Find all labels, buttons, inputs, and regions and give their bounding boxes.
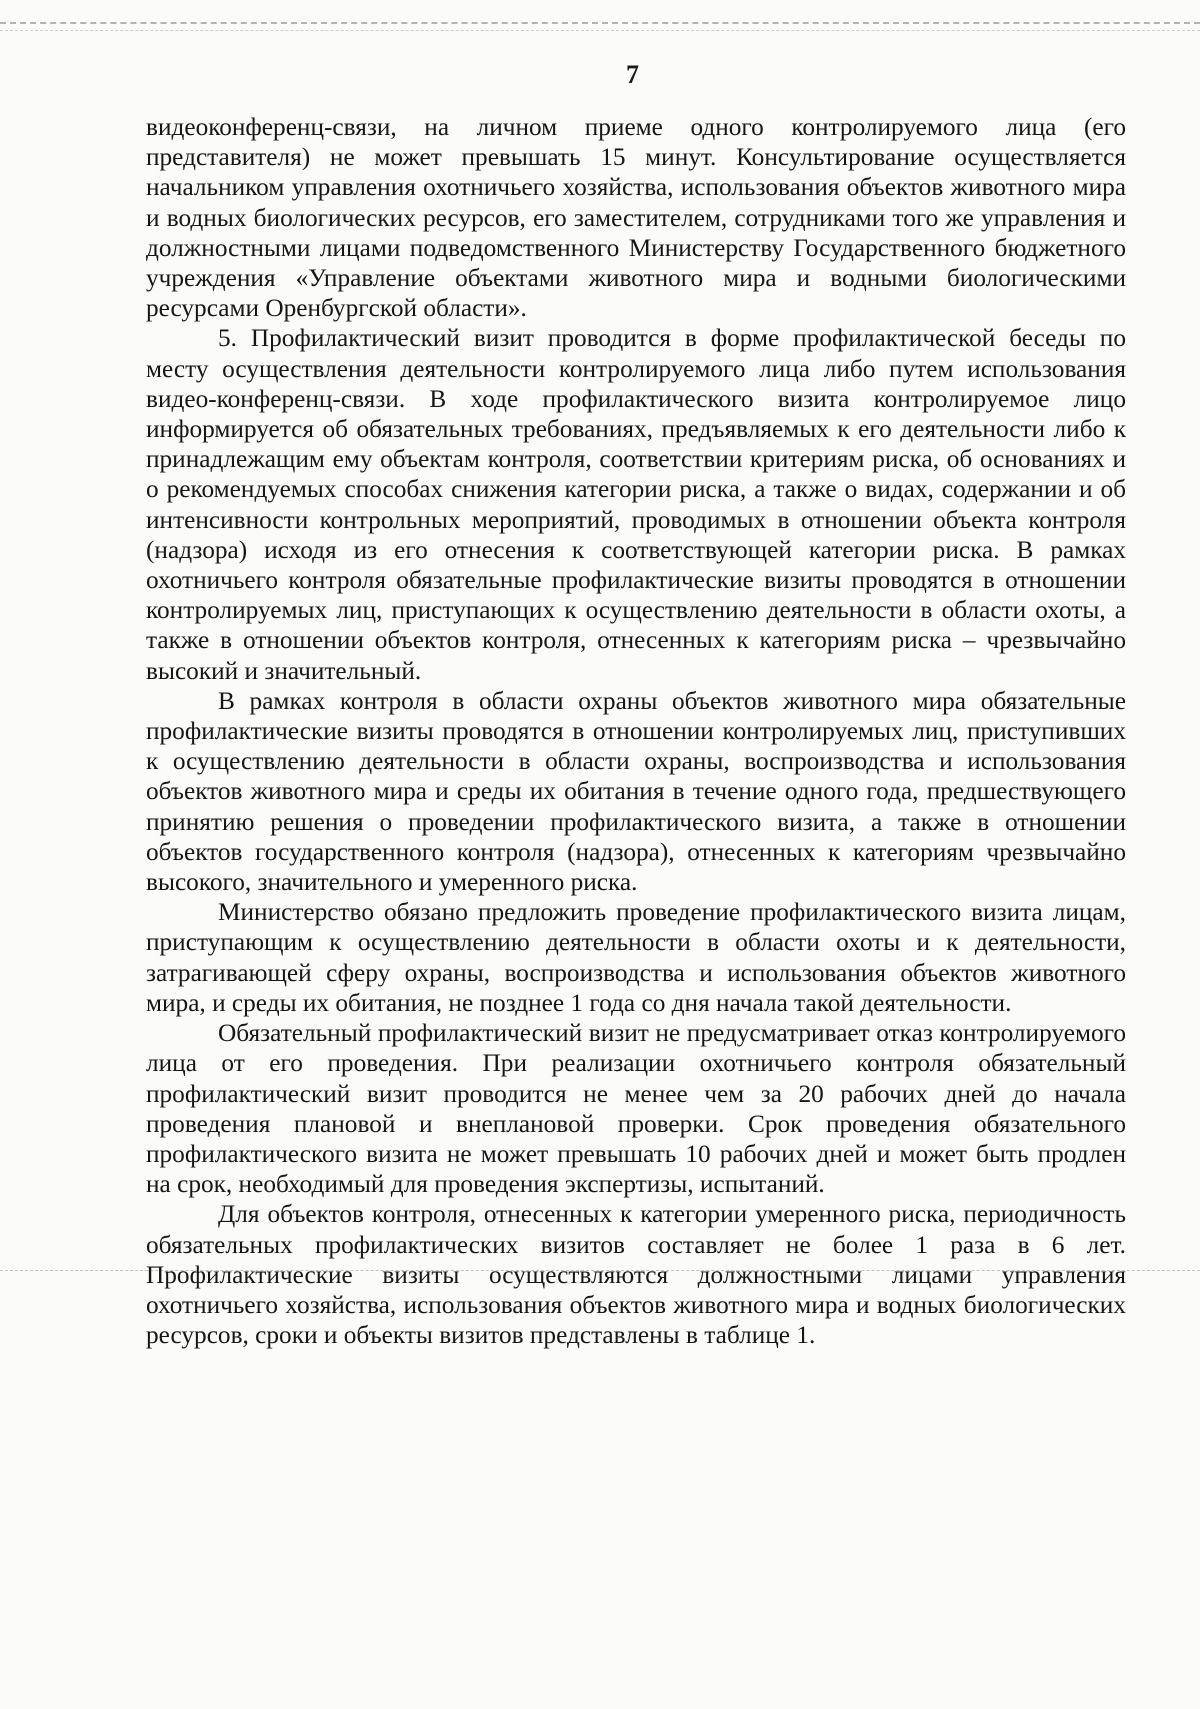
- paragraph-item-5: 5. Профилактический визит проводится в форме профилактической беседы по месту осуществления деятельности контролируемого лица либо путем использования видео-конференц-связи. В ходе профилактического визита контролируемое лицо информируется об обязательных требованиях, предъявляемых к его деятельности либо к принадлежащим ему объектам контроля, соответствии критериям риска, об основаниях и о рекомендуемых способах снижения категории риска, а также о видах, содержании и об интенсивности контрольных мероприятий, проводимых в отношении объекта контроля (надзора) исходя из его отнесения к соответствующей категории риска. В рамках охотничьего контроля обязательные профилактические визиты проводятся в отношении контролируемых лиц, приступающих к осуществлению деятельности в области охоты, а также в отношении объектов контроля, отнесенных к категориям риска – чрезвычайно высокий и значительный.: [146, 324, 1126, 685]
- scan-edge-line: [0, 22, 1200, 24]
- document-body: [146, 112, 1126, 1350]
- page-number: 7: [626, 60, 639, 89]
- scan-edge-line-secondary: [0, 30, 1200, 31]
- paragraph-wildlife-protection: В рамках контроля в области охраны объектов животного мира обязательные профилактические визиты проводятся в отношении контролируемых лиц, приступивших к осуществлению деятельности в области охраны, воспроизводства и использования объектов животного мира и среды их обитания в течение одного года, предшествующего принятию решения о проведении профилактического визита, а также в отношении объектов государственного контроля (надзора), отнесенных к категориям чрезвычайно высокого, значительного и умеренного риска.: [146, 686, 1126, 897]
- paragraph-visit-frequency: Для объектов контроля, отнесенных к категории умеренного риска, периодичность обязательных профилактических визитов составляет не более 1 раза в 6 лет. Профилактические визиты осуществляются должностными лицами управления охотничьего хозяйства, использования объектов животного мира и водных биологических ресурсов, сроки и объекты визитов представлены в таблице 1.: [146, 1200, 1126, 1350]
- paragraph-mandatory-visit: Обязательный профилактический визит не предусматривает отказ контролируемого лица от его проведения. При реализации охотничьего контроля обязательный профилактический визит проводится не менее чем за 20 рабочих дней до начала проведения плановой и внеплановой проверки. Срок проведения обязательного профилактического визита не может превышать 10 рабочих дней и может быть продлен на срок, необходимый для проведения экспертизы, испытаний.: [146, 1019, 1126, 1199]
- paragraph-continuation: видеоконференц-связи, на личном приеме одного контролируемого лица (его представителя) не может превышать 15 минут. Консультирование осуществляется начальником управления охотничьего хозяйства, использования объектов животного мира и водных биологических ресурсов, его заместителем, сотрудниками того же управления и должностными лицами подведомственного Министерству Государственного бюджетного учреждения «Управление объектами животного мира и водными биологическими ресурсами Оренбургской области».: [146, 113, 1126, 323]
- paragraph-ministry-obligation: Министерство обязано предложить проведение профилактического визита лицам, приступающим к осуществлению деятельности в области охоты и к деятельности, затрагивающей сферу охраны, воспроизводства и использования объектов животного мира, и среды их обитания, не позднее 1 года со дня начала такой деятельности.: [146, 898, 1126, 1017]
